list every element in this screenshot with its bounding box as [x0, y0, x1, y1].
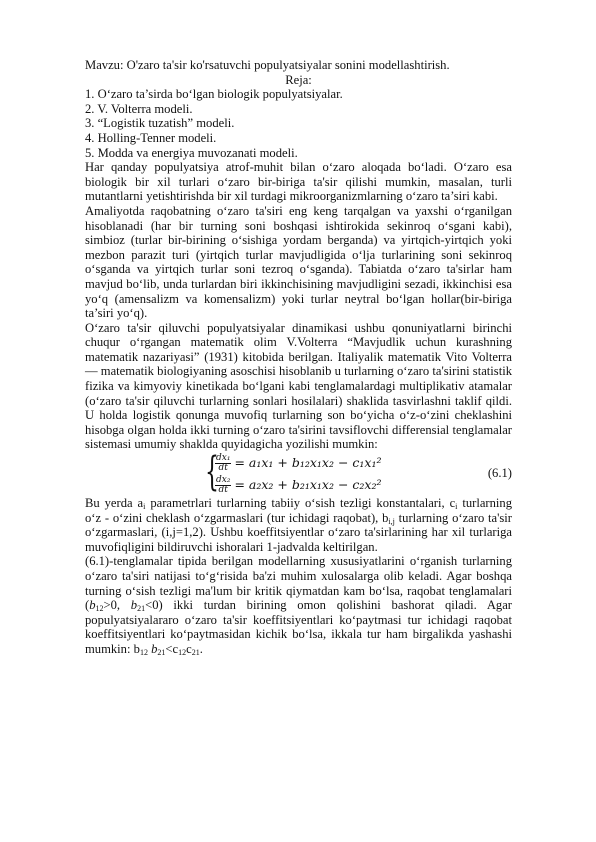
derivative-fraction: $\frac{\text{dx₂}}{dt}$ — [216, 474, 231, 495]
equation-rhs: = a₁x₁ + b₁₂x₁x₂ − c₁x₁² — [234, 454, 382, 470]
derivative-fraction: $\frac{\text{dx₁}}{dt}$ — [216, 452, 231, 473]
equation-block — [85, 449, 512, 496]
left-brace-icon: { — [205, 449, 219, 496]
plan-item: 5. Modda va energiya muvozanati modeli. — [85, 145, 298, 160]
equation-rhs: = a₂x₂ + b₂₁x₁x₂ − c₂x₂² — [234, 476, 382, 492]
plan-item: 4. Holling-Tenner modeli. — [85, 130, 217, 145]
equation-row-2 — [215, 474, 382, 496]
equation-system — [205, 449, 405, 496]
paragraph-conclusions: (6.1)-tenglamalar tipida berilgan modellarning xususiyatlarini o‘rganish turlarning o‘zaro ta'siri natijasi to‘g‘risida ba'zi muhim xulosalarga olib keladi. Agar boshqa turning o‘sish tezligi ma'lum bir kritik qiymatdan kam bo‘lsa, raqobat tenglamalari ($b_{12}>0$, $b_{21}<0$) ikki turdan birining omon qolishini bashorat qiladi. Agar populyatsiyalararo o‘zaro ta'sir koeffitsiyentlari ko‘paytmasi tur ichidagi raqobat koeffitsiyentlari ko‘paytmasidan kichik bo‘lsa, ikkala tur ham birgalikda yashashi mumkin: $b_{12}$ $b_{21}<c_{12}c_{21}$. — [85, 554, 512, 657]
document-body — [85, 58, 512, 657]
plan-item: 3. “Logistik tuzatish” modeli. — [85, 116, 235, 131]
topic-title: Mavzu: O'zaro ta'sir ko'rsatuvchi populyatsiyalar sonini modellashtirish. — [85, 58, 450, 72]
equation-row-1 — [215, 452, 382, 474]
paragraph-interactions: Amaliyotda raqobatning o‘zaro ta'siri eng keng tarqalgan va yaxshi o‘rganilgan hisoblanadi (har bir turning soni boshqasi ishtirokida sekinroq o‘sgani kabi), simbioz (turlar bir-birining o‘sishiga yordam berganda) va yirtqich-yirtqich yoki mezbon parazit turi (yirtqich turlar mavjudligida o‘lja turlarining soni sekinroq o‘sganda va yirtqich turlar soni tezroq o‘sganda). Tabiatda o‘zaro ta'sirlar ham mavjud bo‘lib, unda turlardan biri ikkinchisining mavjudligini sezadi, ikkinchisi esa yo‘q (amensalizm va komensalizm) yoki turlar neytral bo‘lgan hollar(bir-biriga ta’siri yo‘q). — [85, 203, 512, 321]
paragraph-parameters: Bu yerda $a_i$ parametrlari turlarning tabiiy o‘sish tezligi konstantalari, $c_i$ turlarning o‘z - o‘zini cheklash o‘zgarmaslari (tur ichidagi raqobat), $b_{i,j}$ turlarning o‘zaro ta'sir o‘zgarmaslari, (i,j=1,2). Ushbu koeffitsiyentlar o‘zaro ta'sirlarining har xil turlariga muvofiqligini bildiruvchi ishoralari 1-jadvalda keltirilgan. — [85, 496, 512, 554]
plan-item: 2. V. Volterra modeli. — [85, 101, 193, 116]
equation-number: (6.1) — [487, 466, 512, 481]
paragraph-intro: Har qanday populyatsiya atrof-muhit bilan o‘zaro aloqada bo‘ladi. O‘zaro esa biologik bir xil turlari o‘zaro bir-biriga ta'sir qilishi mumkin, masalan, turli mutantlarni yetishtirishda bir xil turdagi mikroorganizmlarning o‘zaro ta’siri kabi. — [85, 160, 512, 204]
paragraph-volterra: O‘zaro ta'sir qiluvchi populyatsiyalar dinamikasi ushbu qonuniyatlarni birinchi chuqur o‘rgangan matematik olim V.Volterra “Mavjudlik uchun kurashning matematik nazariyasi” (1931) kitobida berilgan. Italiyalik matematik Vito Volterra — matematik biologiyaning asoschisi hisoblanib u turlarning o‘zaro ta'sirini statistik fizika va kimyoviy kinetikada bo‘lgani kabi tenglamalardagi multiplikativ atamalar (o‘zaro ta'sir qiluvchi turlarning sonlari hosilalari) shaklida tasvirlashni taklif qildi. U holda logistik qonunga muvofiq turlarning son bo‘yicha o‘z-o‘zini cheklashini hisobga olgan holda ikki turning o‘zaro ta'sirini tavsiflovchi differensial tenglamalar sistemasi umumiy shaklda quyidagicha yozilishi mumkin: — [85, 320, 512, 452]
plan-list — [85, 87, 512, 160]
plan-heading: Reja: — [285, 72, 312, 87]
plan-item: 1. O‘zaro ta’sirda bo‘lgan biologik populyatsiyalar. — [85, 87, 343, 102]
